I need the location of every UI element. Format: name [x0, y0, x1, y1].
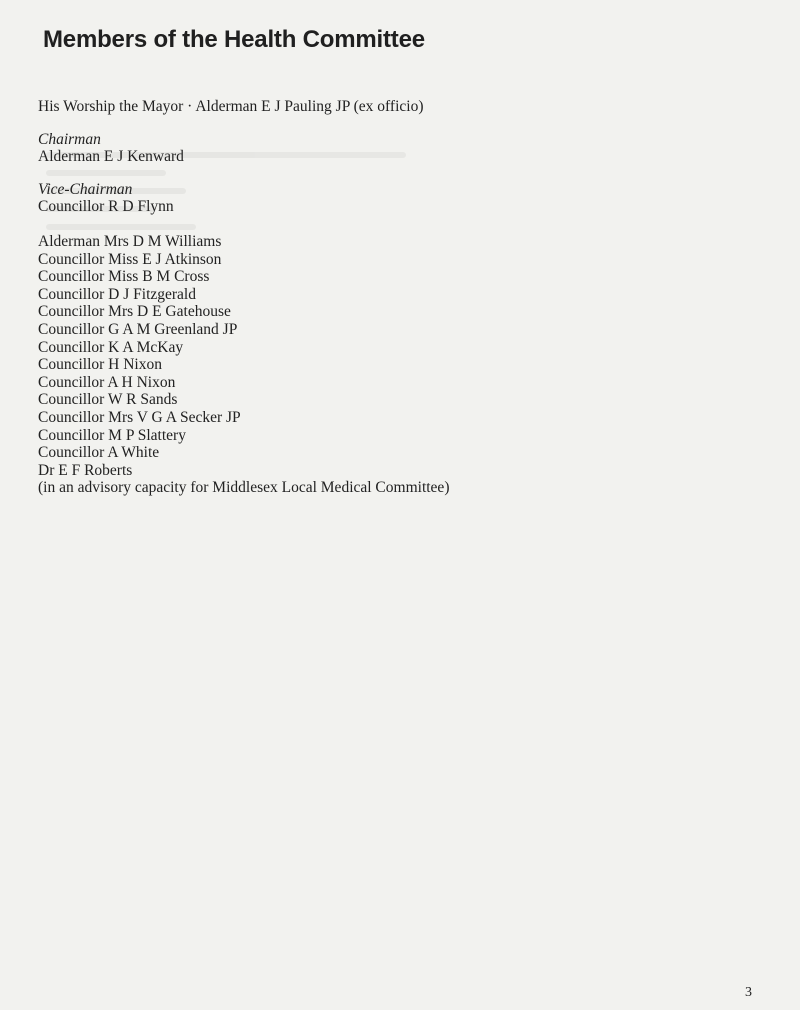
page-title: Members of the Health Committee: [43, 26, 425, 53]
member-name: Councillor Mrs D E Gatehouse: [38, 303, 231, 321]
member-name: Councillor Miss B M Cross: [38, 268, 210, 286]
vice-chairman-heading: Vice-Chairman: [38, 180, 133, 198]
members-block: [38, 233, 758, 497]
vice-chairman-block: [38, 181, 758, 216]
member-name: Dr E F Roberts: [38, 461, 133, 479]
chairman-heading: Chairman: [38, 130, 101, 148]
member-name: Councillor Mrs V G A Secker JP: [38, 408, 241, 426]
member-name: Councillor Miss E J Atkinson: [38, 250, 222, 268]
chairman-block: [38, 131, 758, 166]
member-name: Councillor W R Sands: [38, 391, 178, 409]
member-name: Councillor M P Slattery: [38, 426, 186, 444]
member-name: Councillor H Nixon: [38, 356, 162, 374]
member-name: Councillor D J Fitzgerald: [38, 285, 196, 303]
member-name: Councillor A H Nixon: [38, 373, 176, 391]
member-name: Councillor K A McKay: [38, 338, 184, 356]
advisory-note: (in an advisory capacity for Middlesex Local Medical Committee): [38, 479, 450, 497]
ex-officio-member: His Worship the Mayor · Alderman E J Pauling JP (ex officio): [38, 98, 424, 115]
vice-chairman-name: Councillor R D Flynn: [38, 198, 174, 216]
member-name: Alderman Mrs D M Williams: [38, 232, 222, 250]
committee-members-list: [38, 98, 758, 497]
chairman-name: Alderman E J Kenward: [38, 148, 184, 166]
member-name: Councillor G A M Greenland JP: [38, 320, 238, 338]
page-number: 3: [745, 985, 752, 1000]
member-name: Councillor A White: [38, 444, 160, 462]
